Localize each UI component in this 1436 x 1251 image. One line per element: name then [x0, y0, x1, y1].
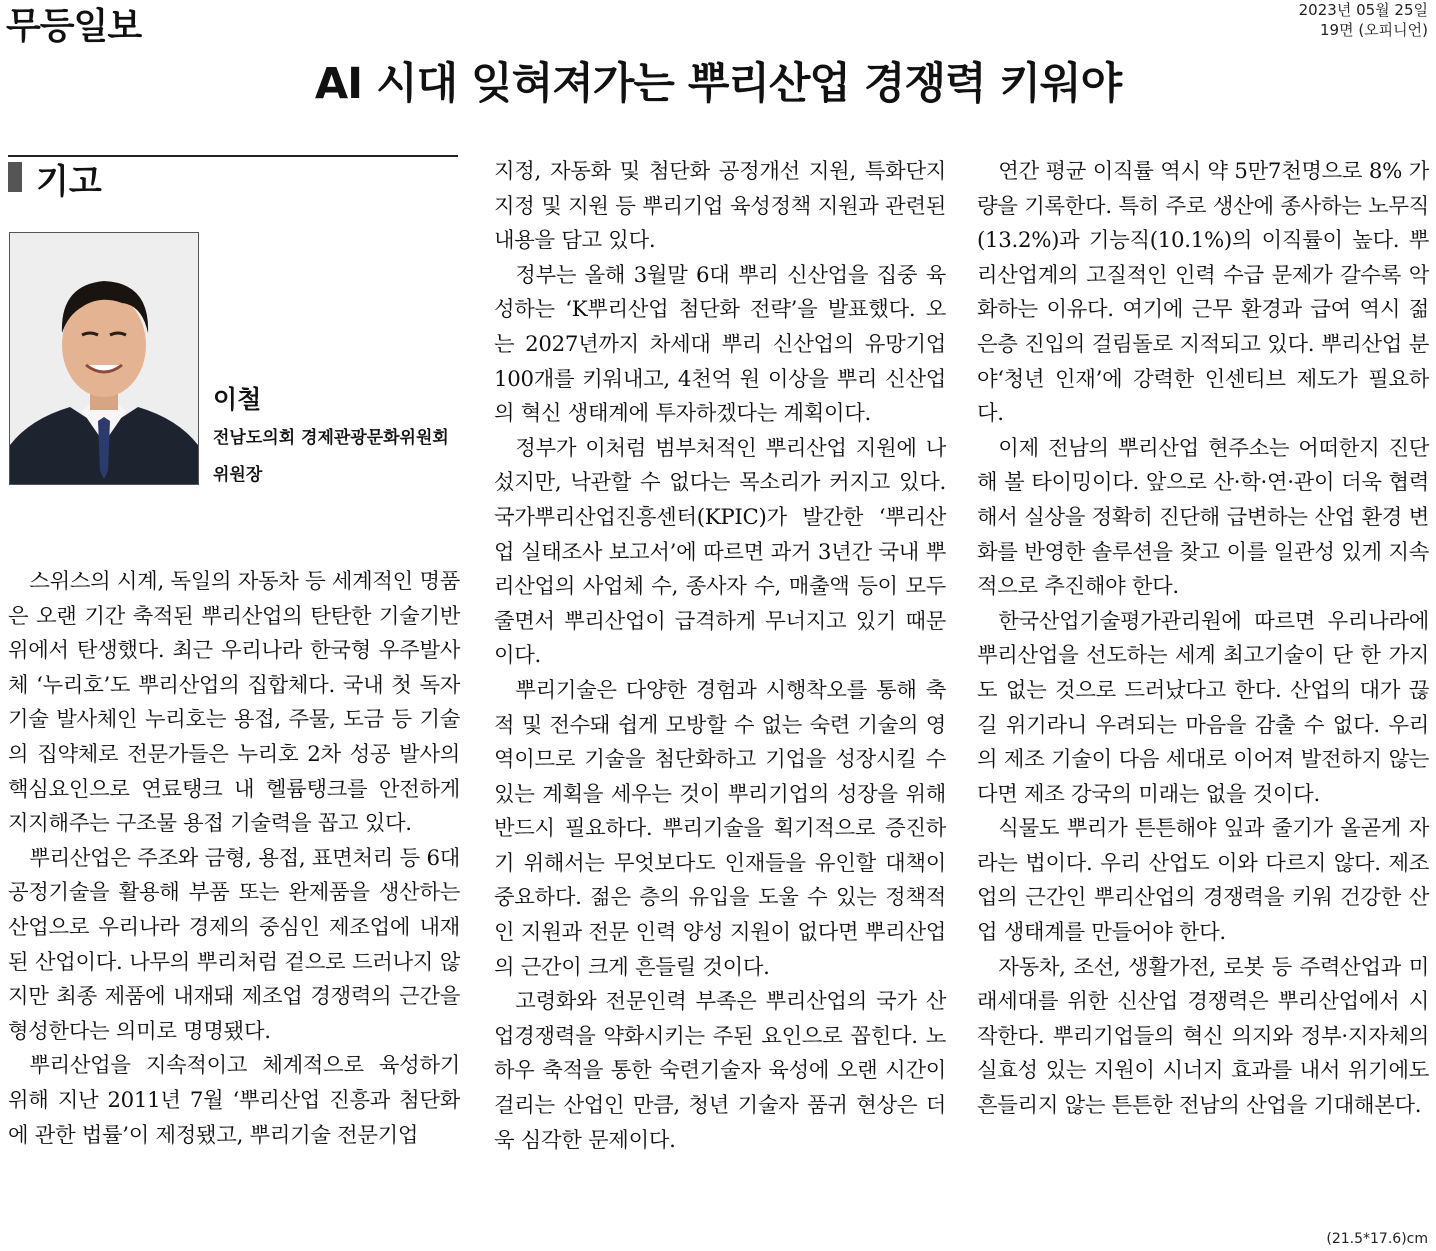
dateline [1299, 0, 1428, 40]
article-column-3 [977, 155, 1429, 1124]
publication-date: 2023년 05월 25일 [1298, 1, 1428, 19]
section-marker [8, 162, 22, 192]
author-title [213, 420, 463, 494]
paragraph: 뿌리기술은 다양한 경험과 시행착오를 통해 축적 및 전수돼 쉽게 모방할 수 없는 숙련 기술의 영역이므로 기술을 첨단화하고 기업을 성장시킬 수 있는 계획을 세우는 것이 뿌리기업의 성장을 위해 반드시 필요하다. 뿌리기술을 획기적으로 증진하기 위해서는 무엇보다도 인재들을 유인할 대책이 중요하다. 젊은 층의 유입을 도울 수 있는 정책적인 지원과 전문 인력 양성 지원이 없다면 뿌리산업의 근간이 크게 흔들릴 것이다. [494, 677, 946, 980]
page-section-label: 19면 (오피니언) [1319, 21, 1428, 39]
author-title-line: 전남도의회 경제관광문화위원회 [213, 428, 449, 448]
paragraph: 뿌리산업을 지속적이고 체계적으로 육성하기 위해 지난 2011년 7월 ‘뿌리산업 진흥과 첨단화에 관한 법률’이 제정됐고, 뿌리기술 전문기업 [8, 1053, 460, 1148]
article-headline: AI 시대 잊혀져가는 뿌리산업 경쟁력 키워야 [314, 59, 1122, 109]
paragraph: 이제 전남의 뿌리산업 현주소는 어떠한지 진단해 볼 타이밍이다. 앞으로 산·학·연·관이 더욱 협력해서 실상을 정확히 진단해 급변하는 산업 환경 변화를 반영한 솔루션을 찾고 이를 일관성 있게 지속적으로 추진해야 한다. [977, 435, 1429, 600]
paragraph-continued: 지정, 자동화 및 첨단화 공정개선 지원, 특화단지 지정 및 지원 등 뿌리기업 육성정책 지원과 관련된 내용을 담고 있다. [494, 159, 946, 254]
author-portrait-illustration [10, 233, 198, 484]
author-name: 이철 [213, 385, 262, 414]
clipping-size-note: (21.5*17.6)cm [1326, 1231, 1428, 1247]
newspaper-masthead: 무등일보 [6, 6, 142, 47]
author-photo [9, 232, 199, 485]
paragraph: 스위스의 시계, 독일의 자동차 등 세계적인 명품은 오랜 기간 축적된 뿌리산업의 탄탄한 기술기반 위에서 탄생했다. 최근 우리나라 한국형 우주발사체 ‘누리호’도 뿌리산업의 집합체다. 국내 첫 독자기술 발사체인 누리호는 용접, 주물, 도금 등 기술의 집약체로 전문가들은 누리호 2차 성공 발사의 핵심요인으로 연료탱크 내 헬륨탱크를 안전하게 지지해주는 구조물 용접 기술력을 꼽고 있다. [8, 569, 460, 837]
paragraph: 정부가 이처럼 범부처적인 뿌리산업 지원에 나섰지만, 낙관할 수 없다는 목소리가 커지고 있다. 국가뿌리산업진흥센터(KPIC)가 발간한 ‘뿌리산업 실태조사 보고서’에 따르면 과거 3년간 국내 뿌리산업의 사업체 수, 종사자 수, 매출액 등이 모두 줄면서 뿌리산업이 급격하게 무너지고 있기 때문이다. [494, 435, 946, 669]
section-label: 기고 [36, 162, 102, 202]
paragraph: 식물도 뿌리가 튼튼해야 잎과 줄기가 올곧게 자라는 법이다. 우리 산업도 이와 다르지 않다. 제조업의 근간인 뿌리산업의 경쟁력을 키워 건강한 산업 생태계를 만들어야 한다. [977, 816, 1429, 946]
paragraph: 정부는 올해 3월말 6대 뿌리 신산업을 집중 육성하는 ‘K뿌리산업 첨단화 전략’을 발표했다. 오는 2027년까지 차세대 뿌리 신산업의 유망기업 100개를 키워내고, 4천억 원 이상을 뿌리 신산업의 혁신 생태계에 투자하겠다는 계획이다. [494, 262, 946, 427]
paragraph: 연간 평균 이직률 역시 약 5만7천명으로 8% 가량을 기록한다. 특히 주로 생산에 종사하는 노무직(13.2%)과 기능직(10.1%)의 이직률이 높다. 뿌리산업계의 고질적인 인력 수급 문제가 갈수록 악화하는 이유다. 여기에 근무 환경과 급여 역시 젊은층 진입의 걸림돌로 지적되고 있다. 뿌리산업 분야‘청년 인재’에 강력한 인센티브 제도가 필요하다. [977, 159, 1429, 427]
author-title-line: 위원장 [213, 465, 263, 485]
paragraph: 자동차, 조선, 생활가전, 로봇 등 주력산업과 미래세대를 위한 신산업 경쟁력은 뿌리산업에서 시작한다. 뿌리기업들의 혁신 의지와 정부·지자체의 실효성 있는 지원이 시너지 효과를 내서 위기에도 흔들리지 않는 튼튼한 전남의 산업을 기대해본다. [977, 954, 1429, 1119]
paragraph: 고령화와 전문인력 부족은 뿌리산업의 국가 산업경쟁력을 약화시키는 주된 요인으로 꼽힌다. 노하우 축적을 통한 숙련기술자 육성에 오랜 시간이 걸리는 산업인 만큼, 청년 기술자 품귀 현상은 더욱 심각한 문제이다. [494, 989, 946, 1153]
paragraph: 뿌리산업은 주조와 금형, 용접, 표면처리 등 6대 공정기술을 활용해 부품 또는 완제품을 생산하는 산업으로 우리나라 경제의 중심인 제조업에 내재된 산업이다. 나무의 뿌리처럼 겉으로 드러나지 않지만 최종 제품에 내재돼 제조업 경쟁력의 근간을 형성한다는 의미로 명명됐다. [8, 845, 460, 1044]
article-column-2 [494, 155, 946, 1158]
paragraph: 한국산업기술평가관리원에 따르면 우리나라에 뿌리산업을 선도하는 세계 최고기술이 단 한 가지도 없는 것으로 드러났다고 한다. 산업의 대가 끊길 위기라니 우려되는 마음을 감출 수 없다. 우리의 제조 기술이 다음 세대로 이어져 발전하지 않는다면 제조 강국의 미래는 없을 것이다. [977, 608, 1429, 807]
article-column-1 [8, 565, 460, 1153]
